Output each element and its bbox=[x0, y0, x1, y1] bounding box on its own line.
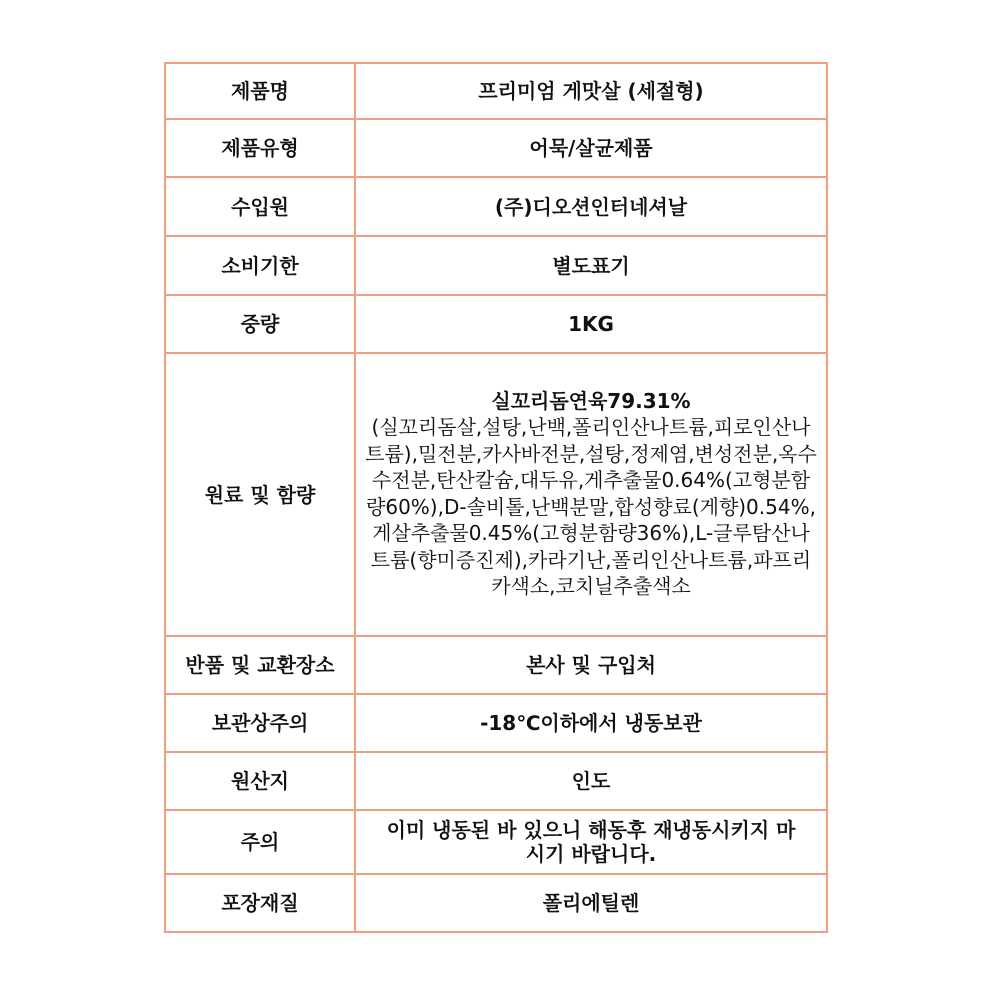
row-value-packaging: 폴리에틸렌 bbox=[355, 874, 827, 932]
row-value-expiry: 별도표기 bbox=[355, 236, 827, 295]
table-row-importer bbox=[165, 177, 827, 236]
table-row-packaging bbox=[165, 874, 827, 932]
row-value-product-name: 프리미엄 게맛살 (세절형) bbox=[355, 63, 827, 119]
row-value-return-place: 본사 및 구입처 bbox=[355, 636, 827, 694]
row-label-product-type: 제품유형 bbox=[165, 119, 355, 177]
row-value-product-type: 어묵/살균제품 bbox=[355, 119, 827, 177]
row-label-product-name: 제품명 bbox=[165, 63, 355, 119]
row-value-ingredients bbox=[355, 353, 827, 636]
row-label-importer: 수입원 bbox=[165, 177, 355, 236]
row-value-weight: 1KG bbox=[355, 295, 827, 353]
table-row-product-type bbox=[165, 119, 827, 177]
row-value-caution: 이미 냉동된 바 있으니 해동후 재냉동시키지 마시기 바랍니다. bbox=[355, 810, 827, 874]
table-row-product-name bbox=[165, 63, 827, 119]
table-row-caution bbox=[165, 810, 827, 874]
row-label-packaging: 포장재질 bbox=[165, 874, 355, 932]
row-value-storage: -18℃이하에서 냉동보관 bbox=[355, 694, 827, 752]
row-value-origin: 인도 bbox=[355, 752, 827, 810]
row-label-expiry: 소비기한 bbox=[165, 236, 355, 295]
table-row-origin bbox=[165, 752, 827, 810]
row-label-weight: 중량 bbox=[165, 295, 355, 353]
table-row-return-place bbox=[165, 636, 827, 694]
row-label-ingredients: 원료 및 함량 bbox=[165, 353, 355, 636]
row-label-return-place: 반품 및 교환장소 bbox=[165, 636, 355, 694]
ingredients-main: 실꼬리돔연육79.31% bbox=[491, 388, 691, 413]
table-row-expiry bbox=[165, 236, 827, 295]
row-value-importer: (주)디오션인터네셔날 bbox=[355, 177, 827, 236]
product-info-table bbox=[164, 62, 828, 933]
table-row-ingredients bbox=[165, 353, 827, 636]
table-row-storage bbox=[165, 694, 827, 752]
row-label-caution: 주의 bbox=[165, 810, 355, 874]
ingredients-detail: (실꼬리돔살,설탕,난백,폴리인산나트륨,피로인산나트륨),밀전분,카사바전분,설탕,정제염,변성전분,옥수수전분,탄산칼슘,대두유,게추출물0.64%(고형분함량60%),D-솔비톨,난백분말,합성향료(게향)0.54%,게살추출물0.45%(고형분함량36%),L-글루탐산나트륨(향미증진제),카라기난,폴리인산나트륨,파프리카색소,코치닐추출색소 bbox=[365, 415, 817, 598]
row-label-origin: 원산지 bbox=[165, 752, 355, 810]
table-row-weight bbox=[165, 295, 827, 353]
row-label-storage: 보관상주의 bbox=[165, 694, 355, 752]
